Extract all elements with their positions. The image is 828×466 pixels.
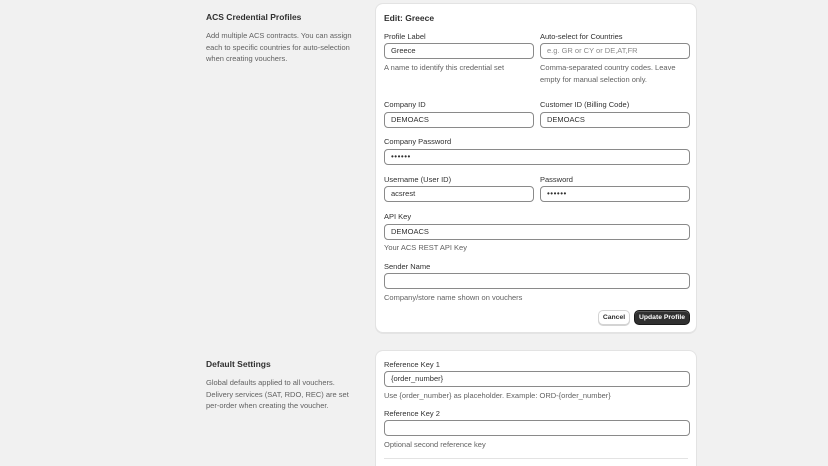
auto-select-input[interactable]: e.g. GR or CY or DE,AT,FR: [540, 43, 690, 59]
username-input[interactable]: acsrest: [384, 186, 534, 202]
ref-key-1-help: Use {order_number} as placeholder. Example: ORD-{order_number}: [384, 391, 611, 400]
sender-name-input[interactable]: [384, 273, 690, 289]
acs-section-description: Add multiple ACS contracts. You can assign each to specific countries for auto-selection when creating vouchers.: [206, 31, 352, 63]
company-id-label: Company ID: [384, 100, 426, 109]
auto-select-help: Comma-separated country codes. Leave empty for manual selection only.: [540, 63, 676, 84]
card-divider: [384, 458, 688, 459]
password-input[interactable]: ••••••: [540, 186, 690, 202]
acs-section-title: ACS Credential Profiles: [206, 12, 302, 22]
ref-key-1-label: Reference Key 1: [384, 360, 440, 369]
edit-profile-card: [375, 3, 697, 333]
api-key-input[interactable]: DEMOACS: [384, 224, 690, 240]
api-key-label: API Key: [384, 212, 412, 221]
profile-label-help: A name to identify this credential set: [384, 63, 505, 72]
defaults-section-description: Global defaults applied to all vouchers. Delivery services (SAT, RDO, REC) are set per-order when creating the voucher.: [206, 378, 349, 410]
defaults-section-info: [206, 359, 356, 412]
ref-key-2-input[interactable]: [384, 420, 690, 436]
company-password-label: Company Password: [384, 137, 452, 146]
sender-name-help: Company/store name shown on vouchers: [384, 293, 523, 302]
api-key-help: Your ACS REST API Key: [384, 243, 467, 252]
edit-card-title: Edit: Greece: [384, 13, 435, 23]
update-profile-button[interactable]: Update Profile: [634, 310, 690, 325]
ref-key-2-help: Optional second reference key: [384, 440, 486, 449]
defaults-section-title: Default Settings: [206, 359, 271, 369]
defaults-card: [375, 350, 697, 466]
ref-key-1-input[interactable]: {order_number}: [384, 371, 690, 387]
customer-id-input[interactable]: DEMOACS: [540, 112, 690, 128]
customer-id-label: Customer ID (Billing Code): [540, 100, 630, 109]
sender-name-label: Sender Name: [384, 262, 431, 271]
acs-section-info: [206, 12, 356, 65]
company-password-input[interactable]: ••••••: [384, 149, 690, 165]
auto-select-label: Auto-select for Countries: [540, 32, 623, 41]
password-label: Password: [540, 175, 573, 184]
company-id-input[interactable]: DEMOACS: [384, 112, 534, 128]
ref-key-2-label: Reference Key 2: [384, 409, 440, 418]
cancel-button[interactable]: Cancel: [598, 310, 630, 325]
profile-label-label: Profile Label: [384, 32, 426, 41]
username-label: Username (User ID): [384, 175, 452, 184]
profile-label-input[interactable]: Greece: [384, 43, 534, 59]
